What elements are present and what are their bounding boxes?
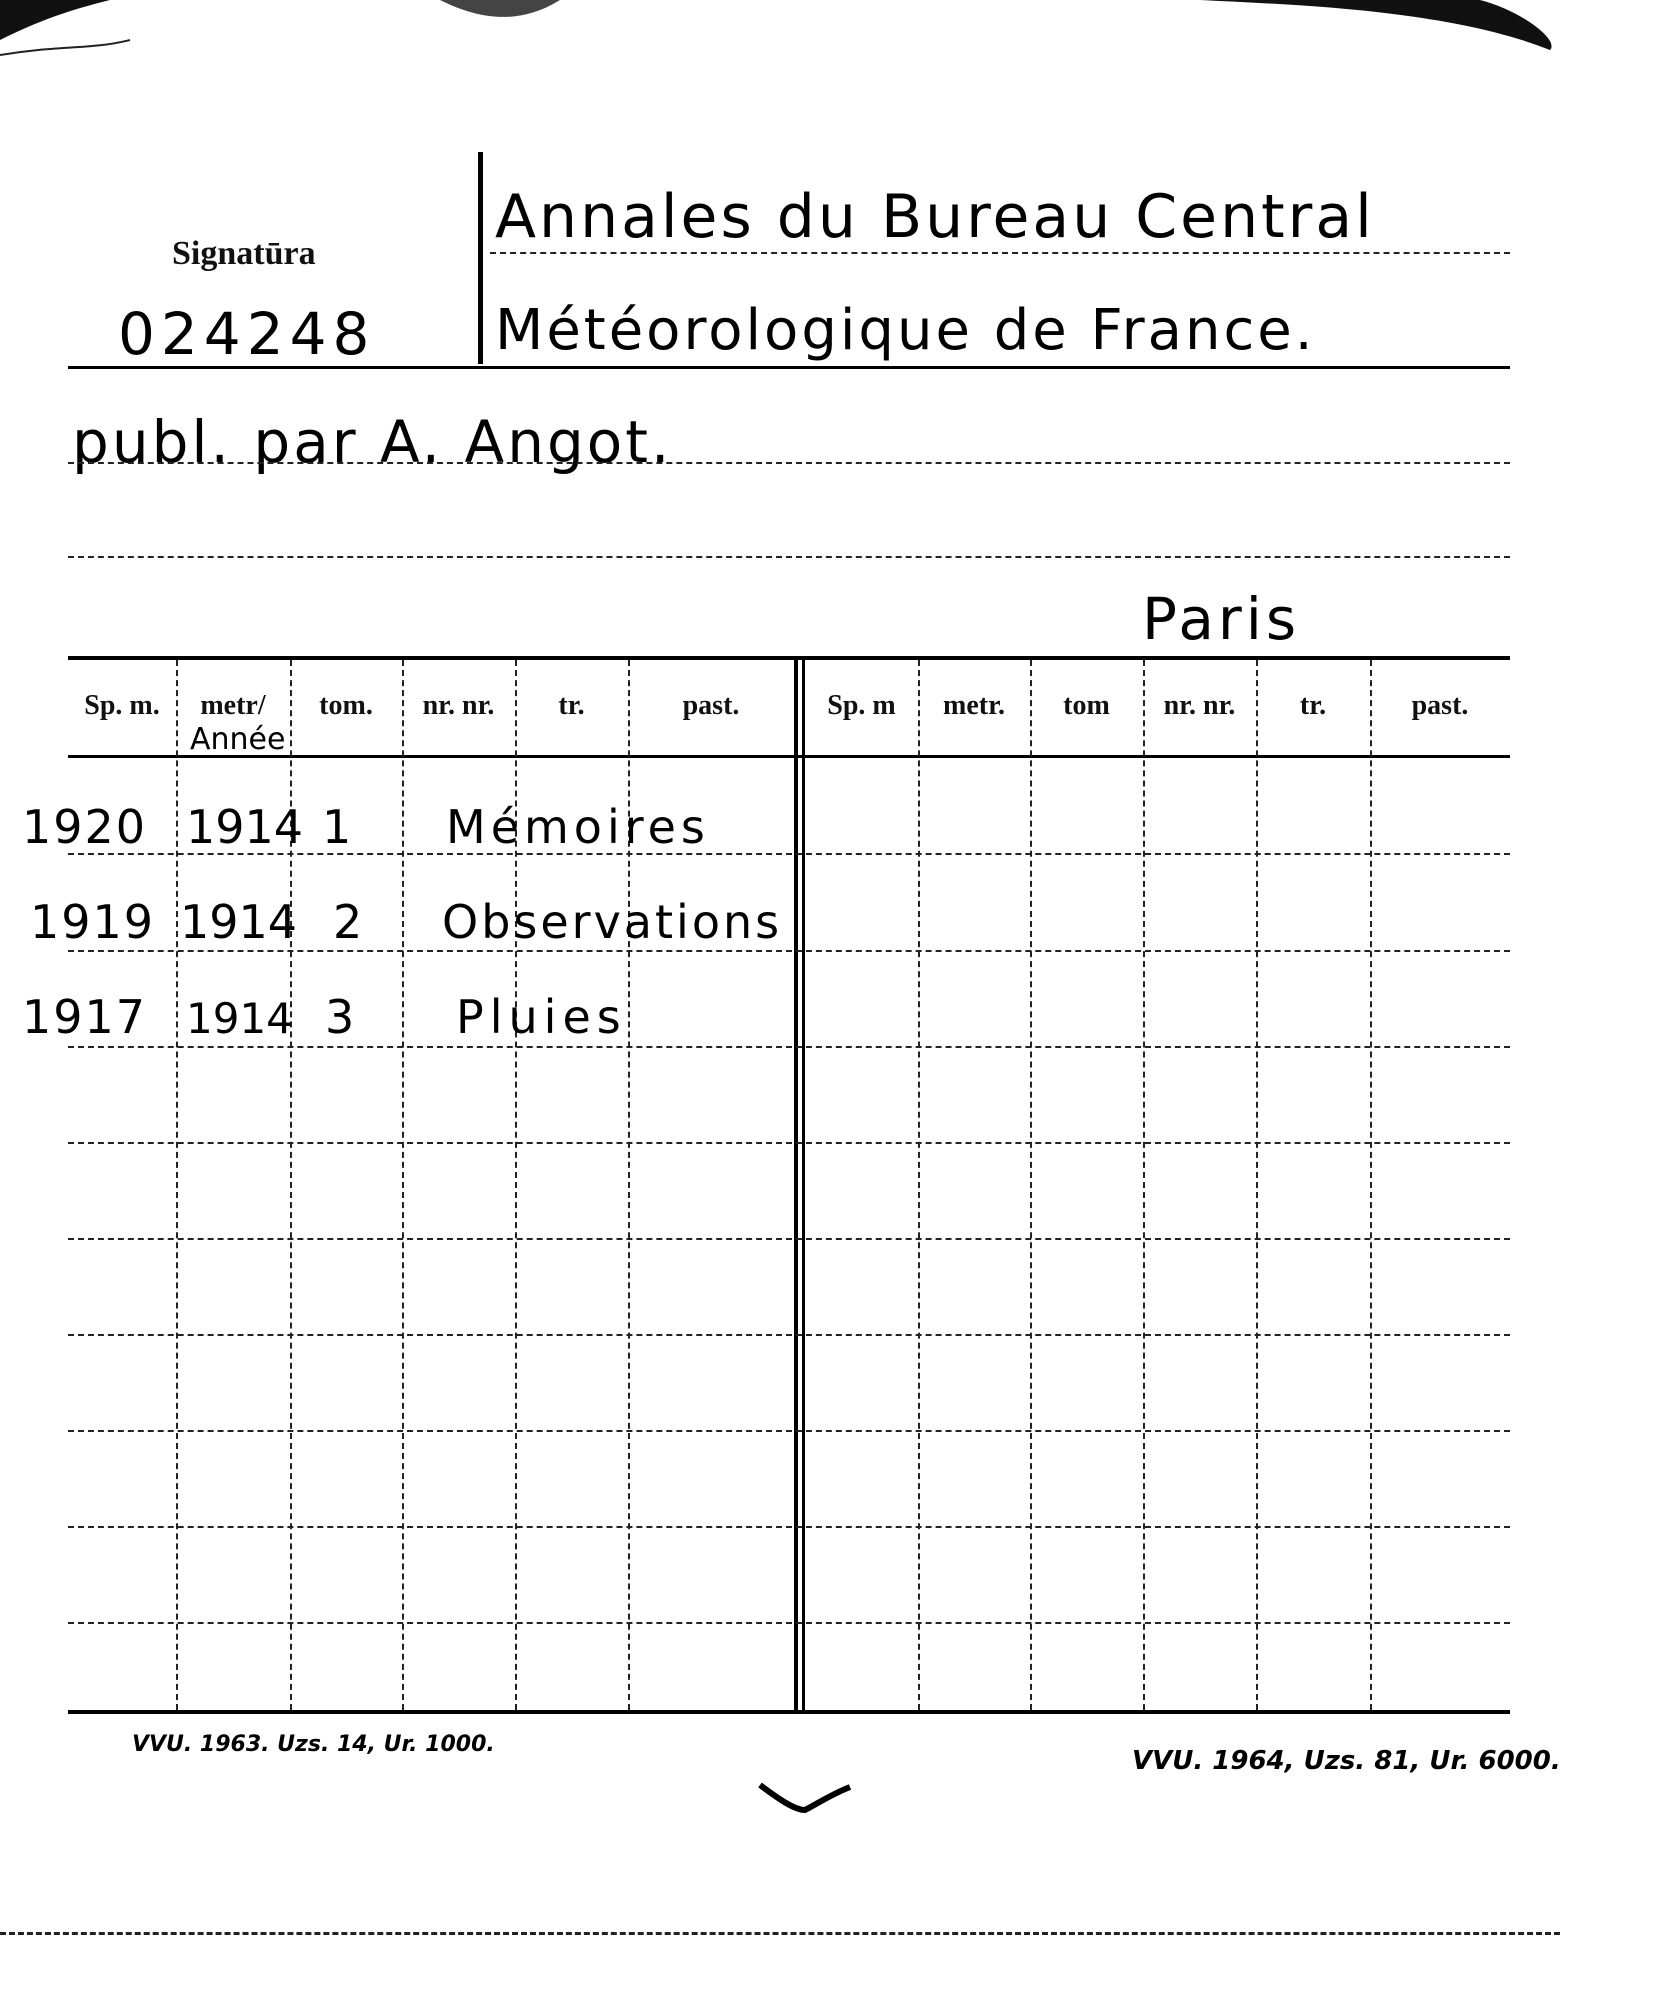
bottom-edge (0, 1932, 1560, 1935)
row-2-title: Observations (442, 895, 783, 949)
center-divider (794, 660, 798, 1710)
header-sp-m: Sp. m. (84, 690, 160, 721)
col-line (402, 660, 404, 1710)
row-2-sp: 1919 (30, 895, 156, 949)
header-metr: metr/ (200, 690, 266, 721)
title-rule-4 (68, 556, 1510, 558)
torn-top-edge (0, 0, 1653, 80)
row-rule (68, 1430, 1510, 1432)
row-3-metr: 1914 (186, 994, 293, 1043)
header-past: past. (682, 690, 740, 721)
header-divider (478, 152, 483, 364)
row-3-sp: 1917 (22, 990, 148, 1044)
title-rule-2 (68, 366, 1510, 369)
signatura-label: Signatūra (172, 235, 316, 272)
header-past-right: past. (1411, 690, 1469, 721)
place: Paris (1142, 585, 1301, 653)
row-rule (68, 1142, 1510, 1144)
row-2-metr: 1914 (180, 895, 298, 949)
row-1-metr: 1914 (186, 800, 304, 854)
col-line (1030, 660, 1032, 1710)
table-top-rule (68, 656, 1510, 660)
row-rule (68, 950, 1510, 952)
header-nr-nr: nr. nr. (422, 690, 495, 721)
fold-mark (750, 1765, 870, 1825)
title-line-2: Météorologique de France. (495, 298, 1316, 363)
col-line (918, 660, 920, 1710)
title-rule-3 (68, 462, 1510, 464)
header-nr-nr-right: nr. nr. (1163, 690, 1236, 721)
row-rule (68, 1622, 1510, 1624)
row-3-tom: 3 (325, 990, 355, 1044)
col-line (1143, 660, 1145, 1710)
row-rule (68, 1046, 1510, 1048)
header-tom-right: tom (1063, 690, 1110, 721)
header-tr-right: tr. (1299, 690, 1327, 721)
row-rule (68, 1238, 1510, 1240)
row-1-title: Mémoires (446, 800, 710, 854)
row-1-sp: 1920 (22, 800, 148, 854)
title-line-1: Annales du Bureau Central (495, 182, 1375, 252)
col-line (176, 660, 178, 1710)
header-sp-m-right: Sp. m (827, 690, 896, 721)
header-tom: tom. (319, 690, 373, 721)
header-tr: tr. (558, 690, 585, 721)
header-annee-note: Année (190, 722, 286, 757)
footer-left-imprint: VVU. 1963. Uzs. 14, Ur. 1000. (132, 1732, 495, 1757)
row-rule (68, 1526, 1510, 1528)
title-line-3: publ. par A. Angot. (72, 408, 673, 476)
footer-right-imprint: VVU. 1964, Uzs. 81, Ur. 6000. (1132, 1746, 1561, 1776)
col-line (1256, 660, 1258, 1710)
header-metr-right: metr. (943, 690, 1005, 721)
row-1-tom: 1 (322, 800, 352, 854)
col-line (1370, 660, 1372, 1710)
title-rule-1 (490, 252, 1510, 254)
row-rule (68, 1334, 1510, 1336)
center-divider (802, 660, 805, 1710)
signatura-number: 024248 (118, 300, 376, 368)
row-2-tom: 2 (333, 895, 363, 949)
row-3-title: Pluies (456, 990, 627, 1044)
table-bottom-rule (68, 1710, 1510, 1714)
